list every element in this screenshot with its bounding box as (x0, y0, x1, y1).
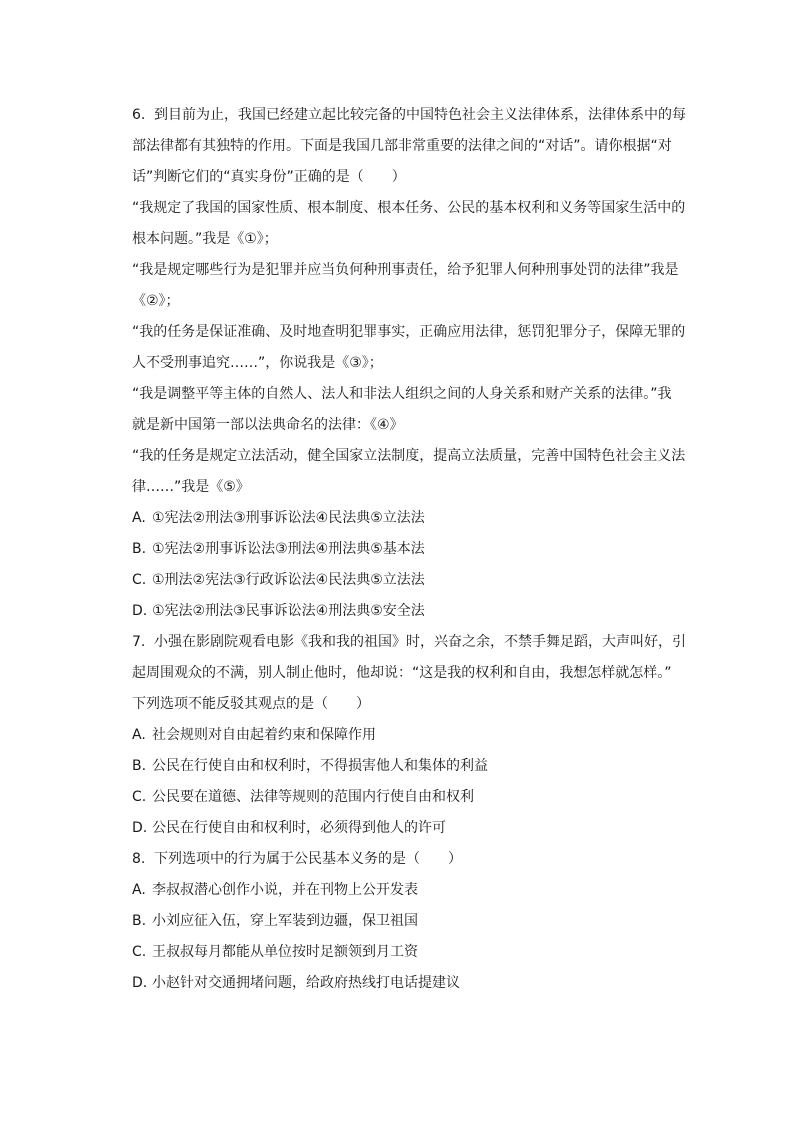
exam-page (132, 100, 692, 999)
question-text: “我规定了我国的国家性质、根本制度、根本任务、公民的基本权利和义务等国家生活中的 (132, 200, 686, 216)
question-text: “我是规定哪些行为是犯罪并应当负何种刑事责任，给予犯罪人何种刑事处罚的法律”我是 (132, 262, 679, 278)
question-stem-line (132, 100, 692, 131)
option-c (132, 565, 692, 596)
option-b (132, 534, 692, 565)
question-text: 根本问题。”我是《①》； (132, 231, 278, 247)
option-a (132, 503, 692, 534)
question-text: 下列选项中的行为属于公民基本义务的是（ ） (154, 851, 462, 867)
question-text: 人不受刑事追究……”，你说我是《③》； (132, 355, 383, 371)
question-8 (132, 844, 692, 999)
option-letter: A. (132, 510, 146, 526)
question-number: 7. (132, 634, 146, 650)
question-text: 话”判断它们的“真实身份”正确的是（ ） (132, 169, 406, 185)
option-text: 公民要在道德、法律等规则的范围内行使自由和权利 (152, 789, 474, 805)
question-text: 到目前为止，我国已经建立起比较完备的中国特色社会主义法律体系，法律体系中的每 (154, 107, 686, 123)
option-text: 社会规则对自由起着约束和保障作用 (152, 727, 376, 743)
question-text: 部法律都有其独特的作用。下面是我国几部非常重要的法律之间的“对话”。请你根据“对 (132, 138, 672, 154)
option-letter: B. (132, 541, 147, 557)
option-text: 公民在行使自由和权利时，不得损害他人和集体的利益 (152, 758, 488, 774)
question-text: 律……”我是《⑤》 (132, 479, 250, 495)
option-letter: D. (132, 975, 148, 991)
option-letter: D. (132, 603, 148, 619)
option-text: 王叔叔每月都能从单位按时足额领到月工资 (152, 944, 418, 960)
question-text: “我的任务是保证准确、及时地查明犯罪事实，正确应用法律，惩罚犯罪分子，保障无罪的 (132, 324, 686, 340)
option-b (132, 906, 692, 937)
question-7 (132, 627, 692, 844)
question-6 (132, 100, 692, 627)
option-d (132, 813, 692, 844)
option-text: ①宪法②刑事诉讼法③刑法④刑法典⑤基本法 (152, 541, 425, 557)
option-letter: A. (132, 882, 146, 898)
question-text: 《②》； (132, 293, 180, 309)
option-a (132, 875, 692, 906)
option-letter: C. (132, 789, 147, 805)
option-c (132, 937, 692, 968)
option-letter: B. (132, 758, 147, 774)
question-text: 小强在影剧院观看电影《我和我的祖国》时，兴奋之余，不禁手舞足蹈，大声叫好，引 (154, 634, 686, 650)
option-letter: D. (132, 820, 148, 836)
option-text: ①宪法②刑法③民事诉讼法④刑法典⑤安全法 (152, 603, 425, 619)
option-d (132, 596, 692, 627)
option-text: 小刘应征入伍，穿上军装到边疆，保卫祖国 (152, 913, 418, 929)
option-text: ①刑法②宪法③行政诉讼法④民法典⑤立法法 (152, 572, 425, 588)
question-number: 6. (132, 107, 146, 123)
question-text: 就是新中国第一部以法典命名的法律：《④》 (132, 417, 404, 433)
option-d (132, 968, 692, 999)
question-text: 起周围观众的不满，别人制止他时，他却说：“这是我的权利和自由，我想怎样就怎样。” (132, 665, 672, 681)
question-number: 8. (132, 851, 146, 867)
option-text: 李叔叔潜心创作小说，并在刊物上公开发表 (152, 882, 418, 898)
question-text: 下列选项不能反驳其观点的是（ ） (132, 696, 370, 712)
option-b (132, 751, 692, 782)
option-text: 小赵针对交通拥堵问题，给政府热线打电话提建议 (152, 975, 460, 991)
option-letter: B. (132, 913, 147, 929)
question-text: “我的任务是规定立法活动，健全国家立法制度，提高立法质量，完善中国特色社会主义法 (132, 448, 686, 464)
option-letter: A. (132, 727, 146, 743)
option-letter: C. (132, 572, 147, 588)
question-stem-line (132, 627, 692, 658)
option-text: 公民在行使自由和权利时，必须得到他人的许可 (152, 820, 446, 836)
option-c (132, 782, 692, 813)
question-stem-line (132, 844, 692, 875)
option-a (132, 720, 692, 751)
option-text: ①宪法②刑法③刑事诉讼法④民法典⑤立法法 (152, 510, 425, 526)
question-text: “我是调整平等主体的自然人、法人和非法人组织之间的人身关系和财产关系的法律。”我 (132, 386, 672, 402)
option-letter: C. (132, 944, 147, 960)
